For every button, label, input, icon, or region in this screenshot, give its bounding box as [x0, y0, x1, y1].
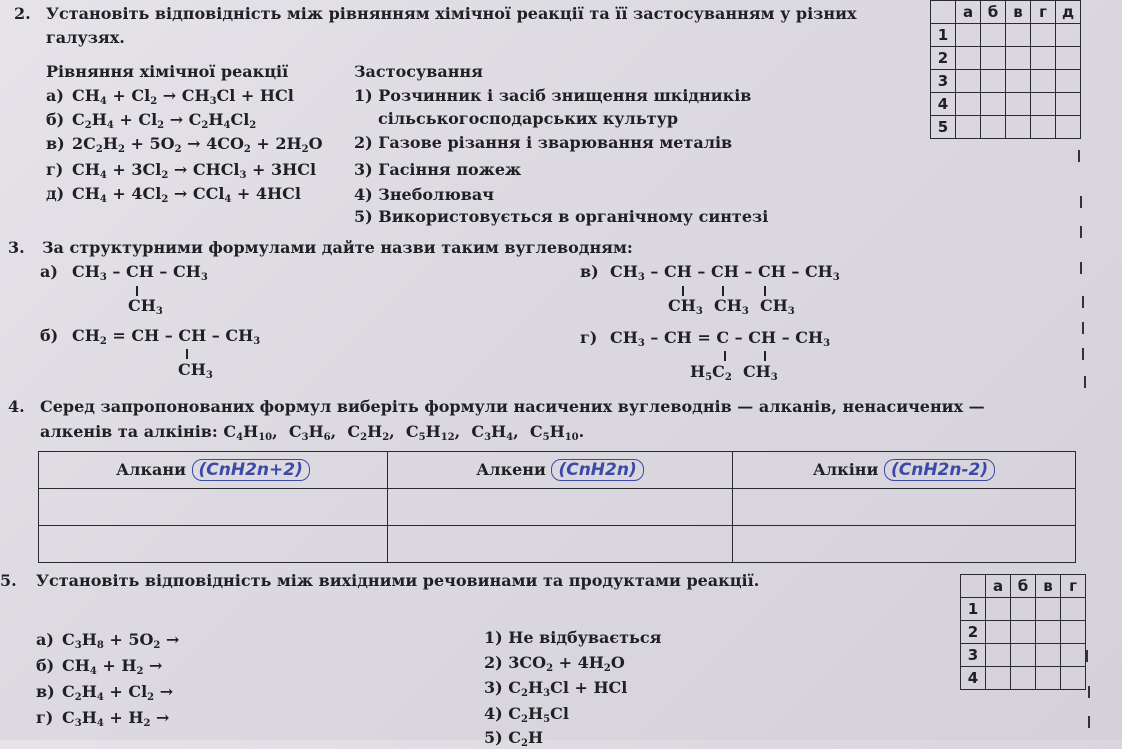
q2-grid-corner — [931, 1, 956, 24]
q3-g-formula: $CH_3$ – CH = C – CH – $CH_3$ — [610, 328, 831, 349]
q2-grid-cell[interactable] — [1031, 70, 1056, 93]
q2-equation-formula: $CH_4 + Cl_2 \to CH_3Cl$ + HCl — [72, 86, 294, 107]
q2-equation-label: г) — [46, 160, 64, 179]
q5-grid-col-header: б — [1011, 575, 1036, 598]
q5-grid-cell[interactable] — [1036, 644, 1061, 667]
q5-grid-cell[interactable] — [1011, 598, 1036, 621]
q3-prompt: За структурними формулами дайте назви таким вуглеводням: — [42, 238, 633, 257]
q5-grid-col-header: в — [1036, 575, 1061, 598]
q2-grid-cell[interactable] — [1056, 70, 1081, 93]
q5-grid-cell[interactable] — [1036, 667, 1061, 690]
q3-v-formula: $CH_3$ – CH – CH – CH – $CH_3$ — [610, 262, 840, 283]
q2-grid-cell[interactable] — [1006, 24, 1031, 47]
q2-equation-label: б) — [46, 110, 65, 129]
q2-grid-cell[interactable] — [956, 70, 981, 93]
q2-app-1: 1) Розчинник і засіб знищення шкідників — [354, 86, 752, 105]
q5-reactant-label: а) — [36, 630, 54, 649]
q5-grid-cell[interactable] — [986, 667, 1011, 690]
q4-cell-alkynes-2[interactable] — [733, 526, 1076, 563]
q5-grid-corner — [961, 575, 986, 598]
q2-app-2: 2) Газове різання і зварювання металів — [354, 133, 733, 152]
q5-reactant-formula: $C_2H_4 + Cl_2$ → — [62, 682, 174, 703]
q2-grid-col-header: б — [981, 1, 1006, 24]
q5-reactant-formula: $CH_4 + H_2$ → — [62, 656, 163, 677]
q2-grid-row-header: 4 — [931, 93, 956, 116]
q2-grid-cell[interactable] — [956, 116, 981, 139]
q2-app-5: 5) Використовується в органічному синтезі — [354, 207, 769, 226]
q5-reactant-label: б) — [36, 656, 55, 675]
q2-grid-cell[interactable] — [956, 47, 981, 70]
q5-grid-cell[interactable] — [986, 598, 1011, 621]
q2-equation-formula: $CH_4 + 3Cl_2$ → CHCl$_3$ + 3HCl — [72, 160, 317, 181]
q5-grid-cell[interactable] — [986, 644, 1011, 667]
q5-grid-col-header: г — [1061, 575, 1086, 598]
q3-a-label: а) — [40, 262, 58, 281]
q2-app-1-cont: сільськогосподарських культур — [378, 109, 679, 128]
q5-product: 3) $C_2H_3Cl$ + HCl — [484, 678, 628, 699]
q4-number: 4. — [8, 397, 25, 416]
q5-grid-row-header: 2 — [961, 621, 986, 644]
q5-number: 5. — [0, 571, 17, 590]
q2-grid-cell[interactable] — [1006, 116, 1031, 139]
q2-grid-col-header: в — [1006, 1, 1031, 24]
q2-grid-cell[interactable] — [981, 70, 1006, 93]
q2-grid-cell[interactable] — [1056, 47, 1081, 70]
q4-prompt-line1: Серед запропонованих формул виберіть формули насичених вуглеводнів — алканів, ненасичених — — [40, 397, 985, 416]
q2-grid-cell[interactable] — [1006, 93, 1031, 116]
q2-grid-cell[interactable] — [1031, 24, 1056, 47]
q2-grid-cell[interactable] — [1006, 47, 1031, 70]
q4-header-alkynes: Алкіни (CnH2n-2) — [733, 452, 1076, 489]
q3-g-branches: $H_5C_2$ $CH_3$ — [690, 362, 778, 383]
q2-app-4: 4) Знеболювач — [354, 185, 494, 204]
q5-reactant-label: в) — [36, 682, 55, 701]
q2-col-applications: Застосування — [354, 62, 483, 81]
q5-product: 1) Не відбувається — [484, 628, 662, 647]
q2-grid-row-header: 1 — [931, 24, 956, 47]
q5-product: 4) $C_2H_5Cl$ — [484, 704, 569, 725]
q5-grid-row-header: 3 — [961, 644, 986, 667]
q2-app-3: 3) Гасіння пожеж — [354, 160, 522, 179]
q5-answer-grid — [960, 574, 1086, 690]
q2-grid-cell[interactable] — [981, 47, 1006, 70]
q3-number: 3. — [8, 238, 25, 257]
q2-equation-formula: $2C_2H_2 + 5O_2 \to 4CO_2 + 2H_2O$ — [72, 134, 323, 155]
q5-grid-cell[interactable] — [1061, 621, 1086, 644]
q2-grid-cell[interactable] — [1056, 93, 1081, 116]
q2-grid-cell[interactable] — [1031, 93, 1056, 116]
q4-handwritten-alkanes: (CnH2n+2) — [192, 459, 310, 481]
q2-grid-cell[interactable] — [981, 116, 1006, 139]
q2-grid-cell[interactable] — [956, 93, 981, 116]
q5-reactant-formula: $C_3H_8 + 5O_2$ → — [62, 630, 180, 651]
q2-grid-col-header: а — [956, 1, 981, 24]
q3-v-label: в) — [580, 262, 599, 281]
q5-grid-cell[interactable] — [1036, 598, 1061, 621]
q4-handwritten-alkynes: (CnH2n-2) — [884, 459, 995, 481]
q2-grid-cell[interactable] — [1031, 47, 1056, 70]
q2-grid-cell[interactable] — [981, 24, 1006, 47]
q2-grid-row-header: 2 — [931, 47, 956, 70]
q5-grid-col-header: а — [986, 575, 1011, 598]
q5-grid-row-header: 1 — [961, 598, 986, 621]
q5-reactant-label: г) — [36, 708, 54, 727]
q5-grid-cell[interactable] — [1011, 644, 1036, 667]
q2-grid-col-header: д — [1056, 1, 1081, 24]
q5-grid-cell[interactable] — [1061, 644, 1086, 667]
q2-equation-formula: $C_2H_4 + Cl_2 \to C_2H_4Cl_2$ — [72, 110, 257, 131]
q3-b-label: б) — [40, 326, 59, 345]
q2-equation-label: а) — [46, 86, 64, 105]
q4-prompt-line2: алкенів та алкінів: $C_4H_{10}$, $C_3H_6$, $C_2H_2$, $C_5H_{12}$, $C_3H_4$, $C_5H_{10}$. — [40, 422, 585, 443]
q4-cell-alkenes-1[interactable] — [388, 489, 733, 526]
q3-a-branch: $CH_3$ — [128, 296, 163, 317]
q5-prompt: Установіть відповідність між вихідними речовинами та продуктами реакції. — [36, 571, 760, 590]
q5-grid-cell[interactable] — [1036, 621, 1061, 644]
q3-b-branch: $CH_3$ — [178, 360, 213, 381]
q5-grid-cell[interactable] — [986, 621, 1011, 644]
q2-grid-cell[interactable] — [1006, 70, 1031, 93]
q2-prompt-line1: Установіть відповідність між рівнянням хімічної реакції та її застосуванням у різних — [46, 4, 857, 23]
q2-grid-row-header: 3 — [931, 70, 956, 93]
q2-grid-row-header: 5 — [931, 116, 956, 139]
q5-grid-cell[interactable] — [1011, 667, 1036, 690]
q5-reactant-formula: $C_3H_4 + H_2$ → — [62, 708, 170, 729]
q2-number: 2. — [14, 4, 31, 23]
q5-product: 5) $C_2H$ — [484, 728, 544, 749]
q4-header-alkanes: Алкани (CnH2n+2) — [39, 452, 388, 489]
q2-grid-cell[interactable] — [1056, 116, 1081, 139]
q3-g-label: г) — [580, 328, 598, 347]
q3-v-branches: $CH_3$ $CH_3$ $CH_3$ — [668, 296, 795, 317]
q2-equation-formula: $CH_4 + 4Cl_2 \to CCl_4 + 4HCl$ — [72, 184, 301, 205]
q5-grid-cell[interactable] — [1011, 621, 1036, 644]
q3-a-formula: $CH_3$ – CH – $CH_3$ — [72, 262, 208, 283]
q4-cell-alkenes-2[interactable] — [388, 526, 733, 563]
q2-grid-cell[interactable] — [981, 93, 1006, 116]
q2-equation-label: д) — [46, 184, 65, 203]
q5-grid-cell[interactable] — [1061, 598, 1086, 621]
q3-b-formula: $CH_2$ = CH – CH – $CH_3$ — [72, 326, 261, 347]
q2-equation-label: в) — [46, 134, 65, 153]
q2-grid-cell[interactable] — [1056, 24, 1081, 47]
q2-answer-grid — [930, 0, 1081, 139]
q4-header-alkenes: Алкени (CnH2n) — [388, 452, 733, 489]
q4-handwritten-alkenes: (CnH2n) — [551, 459, 643, 481]
q4-cell-alkanes-1[interactable] — [39, 489, 388, 526]
q2-prompt-line2: галузях. — [46, 28, 125, 47]
q5-grid-row-header: 4 — [961, 667, 986, 690]
q2-grid-cell[interactable] — [956, 24, 981, 47]
q4-table — [38, 451, 1076, 563]
q2-grid-cell[interactable] — [1031, 116, 1056, 139]
q2-col-equations: Рівняння хімічної реакції — [46, 62, 289, 81]
q4-cell-alkanes-2[interactable] — [39, 526, 388, 563]
q5-product: 2) $3CO_2 + 4H_2O$ — [484, 653, 625, 674]
q2-grid-col-header: г — [1031, 1, 1056, 24]
q4-cell-alkynes-1[interactable] — [733, 489, 1076, 526]
q5-grid-cell[interactable] — [1061, 667, 1086, 690]
